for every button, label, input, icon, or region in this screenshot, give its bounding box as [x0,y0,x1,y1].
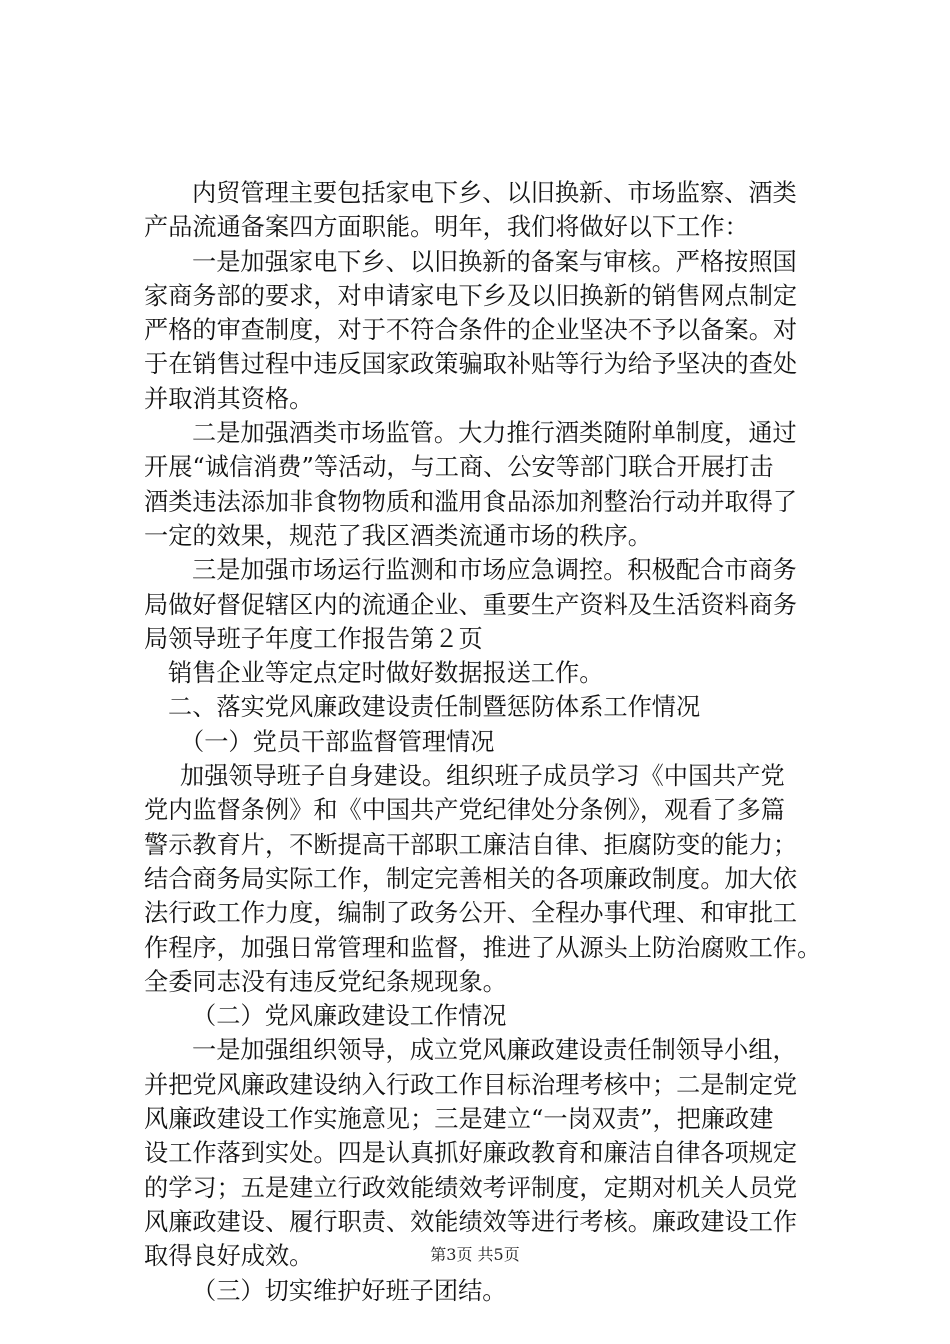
paragraph-line: 内贸管理主要包括家电下乡、以旧换新、市场监察、酒类 [192,179,797,207]
paragraph-line: 结合商务局实际工作，制定完善相关的各项廉政制度。加大依 [144,864,798,893]
paragraph-line: 一定的效果，规范了我区酒类流通市场的秩序。 [144,521,652,550]
paragraph-line: 风廉政建设工作实施意见；三是建立“一岗双责”，把廉政建 [144,1105,774,1134]
paragraph-line: 于在销售过程中违反国家政策骗取补贴等行为给予坚决的查处 [144,350,798,379]
paragraph-line: 加强领导班子自身建设。组织班子成员学习《中国共产党 [180,762,785,791]
paragraph-line: 酒类违法添加非食物物质和滥用食品添加剂整治行动并取得了 [144,487,798,516]
paragraph-line: 法行政工作力度，编制了政务公开、全程办事代理、和审批工 [144,899,798,928]
paragraph-line: 家商务部的要求，对申请家电下乡及以旧换新的销售网点制定 [144,281,798,310]
paragraph-line: 的学习；五是建立行政效能绩效考评制度，定期对机关人员党 [144,1173,798,1202]
paragraph-line: 并把党风廉政建设纳入行政工作目标治理考核中；二是制定党 [144,1070,798,1099]
document-body [144,176,824,1308]
paragraph-line: 取得良好成效。 [144,1242,314,1271]
paragraph-line: 二是加强酒类市场监管。大力推行酒类随附单制度，通过 [192,419,797,448]
paragraph-line: 局领导班子年度工作报告第２页 [144,624,483,653]
paragraph-line: 全委同志没有违反党纪条规现象。 [144,967,507,996]
paragraph-line: 警示教育片，不断提高干部职工廉洁自律、拒腐防变的能力； [144,830,798,859]
paragraph-line: 销售企业等定点定时做好数据报送工作。 [168,659,604,688]
paragraph-line: 三是加强市场运行监测和市场应急调控。积极配合市商务 [192,556,797,585]
paragraph-line: 严格的审查制度，对于不符合条件的企业坚决不予以备案。对 [144,316,798,345]
page-footer [0,1245,950,1265]
paragraph-line: 一是加强组织领导，成立党风廉政建设责任制领导小组， [192,1036,797,1065]
paragraph-line: 设工作落到实处。四是认真抓好廉政教育和廉洁自律各项规定 [144,1139,798,1168]
paragraph-line: 开展“诚信消费”等活动，与工商、公安等部门联合开展打击 [144,453,774,482]
subsection-heading: （一）党员干部监督管理情况 [180,727,495,756]
paragraph-line: 并取消其资格。 [144,384,314,413]
paragraph-line: 一是加强家电下乡、以旧换新的备案与审核。严格按照国 [192,247,797,276]
paragraph-line: 党内监督条例》和《中国共产党纪律处分条例》，观看了多篇 [144,796,785,825]
paragraph-line: 作程序，加强日常管理和监督，推进了从源头上防治腐败工作。 [144,933,822,962]
paragraph-line: 产品流通备案四方面职能。明年，我们将做好以下工作： [144,213,749,242]
subsection-heading: （三）切实维护好班子团结。 [192,1276,507,1305]
subsection-heading: （二）党风廉政建设工作情况 [192,1002,507,1031]
paragraph-line: 风廉政建设、履行职责、效能绩效等进行考核。廉政建设工作 [144,1207,798,1236]
page-number-label: 第3页 共5页 [430,1245,520,1264]
section-heading: 二、落实党风廉政建设责任制暨惩防体系工作情况 [168,693,701,722]
paragraph-line: 局做好督促辖区内的流通企业、重要生产资料及生活资料商务 [144,590,798,619]
